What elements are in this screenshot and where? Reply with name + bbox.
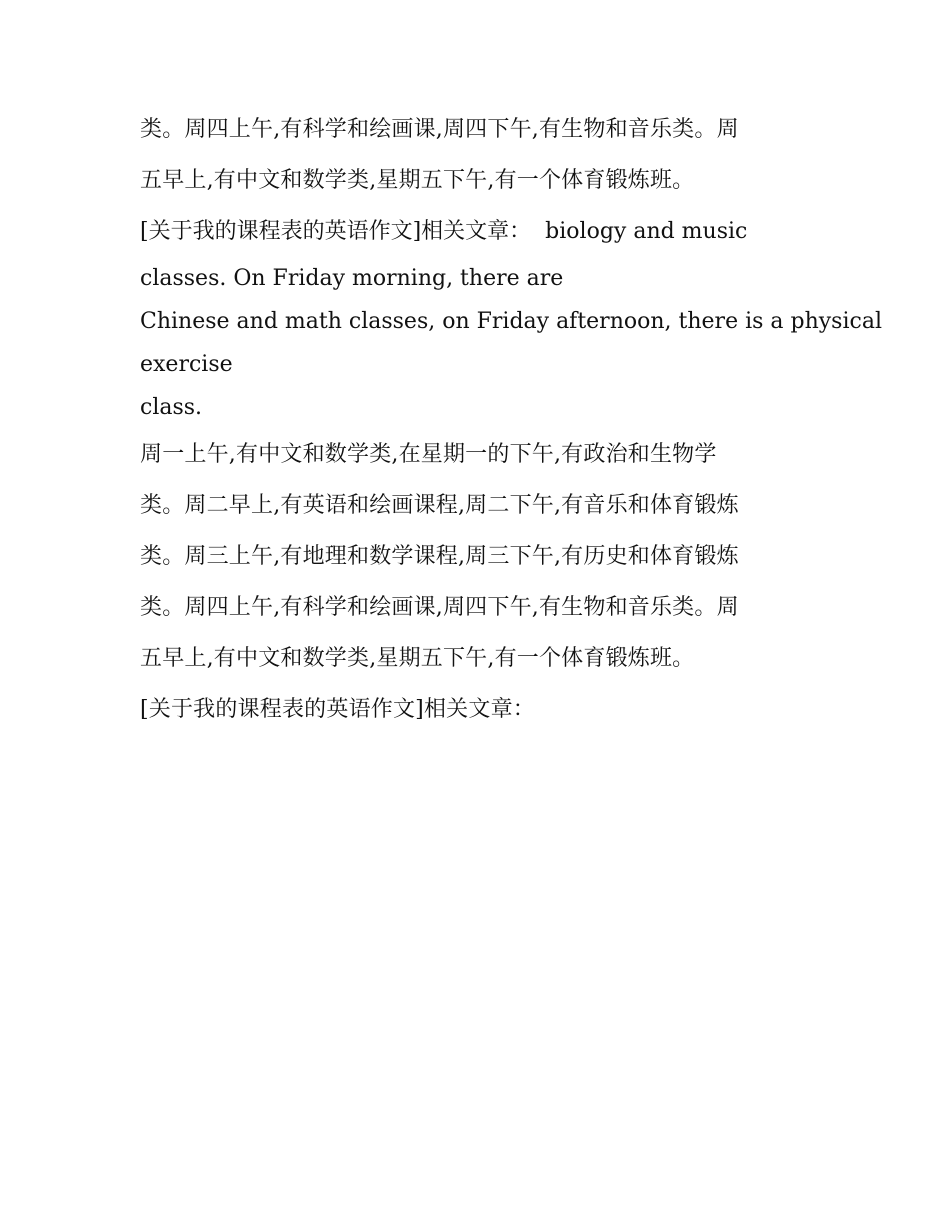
- text-line: 类。周二早上,有英语和绘画课程,周二下午,有音乐和体育锻炼: [140, 493, 739, 518]
- text-line: exercise: [140, 352, 233, 377]
- text-line: 周一上午,有中文和数学类,在星期一的下午,有政治和生物学: [140, 442, 717, 467]
- related-articles-line: [140, 206, 810, 257]
- text-line: 五早上,有中文和数学类,星期五下午,有一个体育锻炼班。: [140, 168, 695, 193]
- text-line: 类。周四上午,有科学和绘画课,周四下午,有生物和音乐类。周: [140, 595, 739, 620]
- text-line: 类。周三上午,有地理和数学课程,周三下午,有历史和体育锻炼: [140, 544, 739, 569]
- text-line: 类。周四上午,有科学和绘画课,周四下午,有生物和音乐类。周: [140, 117, 739, 142]
- text-line: class.: [140, 395, 203, 420]
- text-line: 五早上,有中文和数学类,星期五下午,有一个体育锻炼班。: [140, 646, 695, 671]
- document-body: [140, 104, 882, 735]
- related-articles-label: [关于我的课程表的英语作文]相关文章：: [140, 219, 532, 244]
- text-line: Chinese and math classes, on Friday afternoon, there is a physical: [140, 309, 882, 334]
- text-line: classes. On Friday morning, there are: [140, 266, 564, 291]
- related-articles-label: [关于我的课程表的英语作文]相关文章：: [140, 697, 535, 722]
- english-text-fragment: biology and music: [545, 219, 748, 244]
